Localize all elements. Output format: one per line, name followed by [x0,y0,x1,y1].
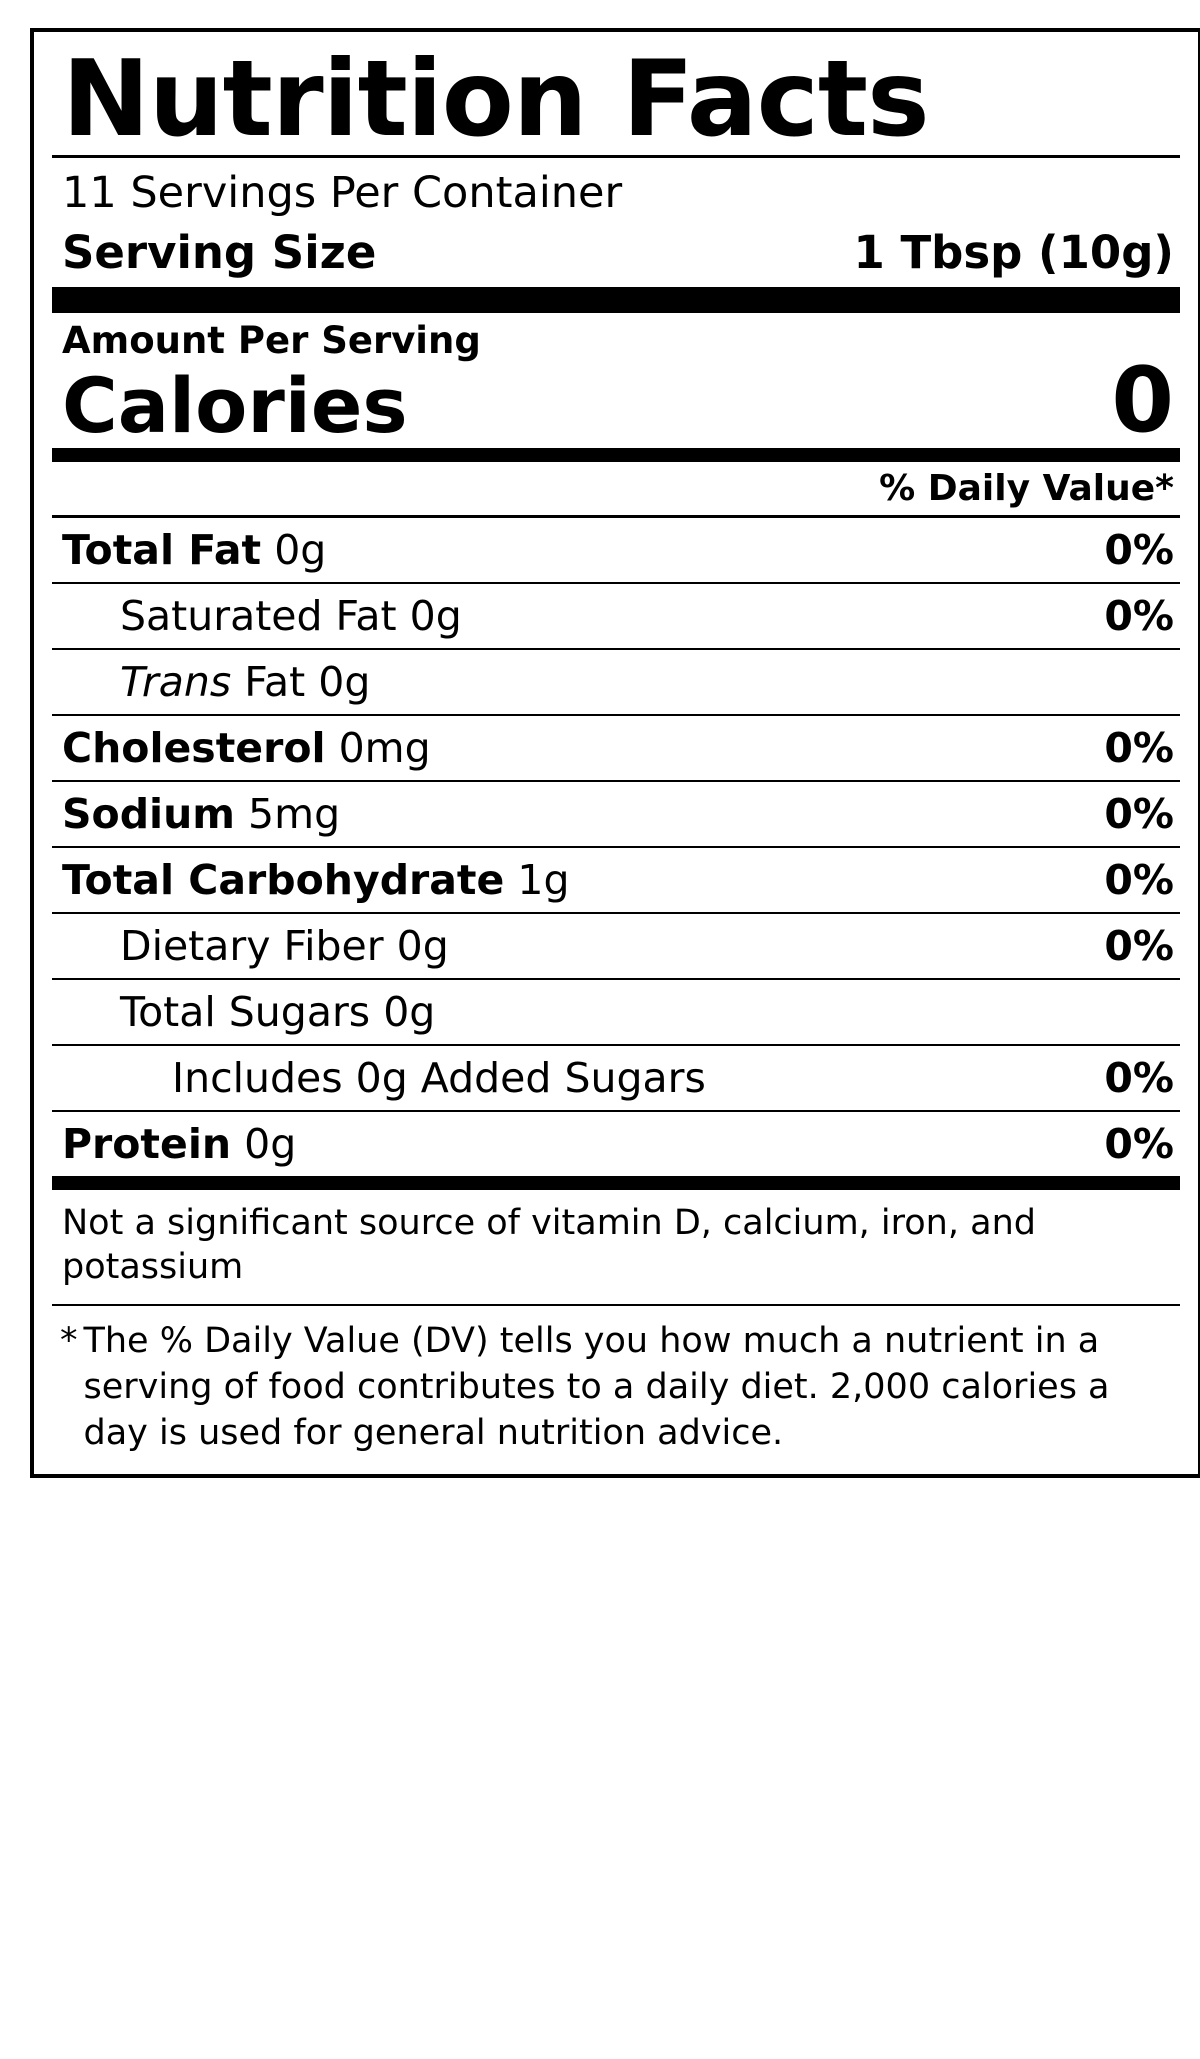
nutrient-label: Protein [62,1120,232,1169]
nutrient-label: Total Sugars [120,988,371,1037]
nutrient-daily-value: 0% [1104,1054,1174,1103]
page-title: Nutrition Facts [62,38,929,160]
nutrient-name [62,856,570,904]
nutrient-amount: Fat 0g [231,658,371,707]
nutrient-daily-value: 0% [1104,526,1174,575]
nutrient-label: Saturated Fat [120,592,397,641]
nutrient-name [62,922,449,970]
nutrient-label: Total Fat [62,526,262,575]
nutrient-amount: 0g [261,526,327,575]
nutrient-name [62,658,370,706]
calories-row [52,348,1180,454]
footnote-asterisk: * [60,1320,78,1361]
amount-per-serving-label: Amount Per Serving [62,319,481,363]
nutrient-row [52,912,1180,978]
calories-label: Calories [62,361,408,451]
divider-medium [52,448,1180,462]
serving-size-value: 1 Tbsp (10g) [853,226,1174,280]
nutrient-row [52,846,1180,912]
nutrient-daily-value: 0% [1104,724,1174,773]
footnote-text: The % Daily Value (DV) tells you how much a nutrient in a serving of food contributes to a daily diet. 2,000 calories a day is used for general nutrition advice. [83,1320,1110,1454]
nutrient-label: Dietary Fiber [120,922,384,971]
nutrient-label: Includes 0g Added Sugars [172,1054,706,1103]
nutrient-amount: 0g [383,922,449,971]
nutrient-row [52,582,1180,648]
nutrient-amount: 0g [396,592,462,641]
nutrient-daily-value: 0% [1104,922,1174,971]
nutrient-daily-value: 0% [1104,856,1174,905]
nutrient-name [62,724,431,772]
nutrient-row [52,1044,1180,1110]
serving-size-row [52,224,1180,287]
nutrient-amount: 0g [231,1120,297,1169]
nutrient-row [52,780,1180,846]
nutrient-name [62,790,340,838]
calories-value: 0 [1111,348,1174,454]
divider-thick [52,287,1180,313]
daily-value-header: % Daily Value* [879,468,1174,510]
nutrient-amount: 1g [504,856,570,905]
nutrient-name [62,988,435,1036]
nutrition-facts-label [30,28,1200,1478]
nutrient-row [52,1110,1180,1176]
nutrient-row [52,515,1180,582]
nutrient-amount: 5mg [235,790,341,839]
nutrient-name [62,526,326,574]
nutrient-label: Trans [120,658,232,707]
nutrient-name [62,592,462,640]
servings-per-container: 11 Servings Per Container [62,168,623,219]
nutrient-row [52,648,1180,714]
nutrient-name [62,1054,706,1102]
nutrient-table [52,515,1180,1176]
serving-size-label: Serving Size [62,226,377,280]
divider-medium-bottom [52,1176,1180,1190]
nutrient-label: Total Carbohydrate [62,856,505,905]
nutrient-row [52,714,1180,780]
nutrient-label: Sodium [62,790,236,839]
nutrient-amount: 0g [370,988,436,1037]
nutrient-amount: 0mg [325,724,431,773]
nutrient-row [52,978,1180,1044]
nutrient-name [62,1120,296,1168]
nutrient-label: Cholesterol [62,724,326,773]
nutrient-daily-value: 0% [1104,790,1174,839]
nutrient-daily-value: 0% [1104,1120,1174,1169]
nutrient-daily-value: 0% [1104,592,1174,641]
not-significant-source-note: Not a significant source of vitamin D, calcium, iron, and potassium [62,1203,1036,1287]
daily-value-footnote [52,1304,1180,1461]
